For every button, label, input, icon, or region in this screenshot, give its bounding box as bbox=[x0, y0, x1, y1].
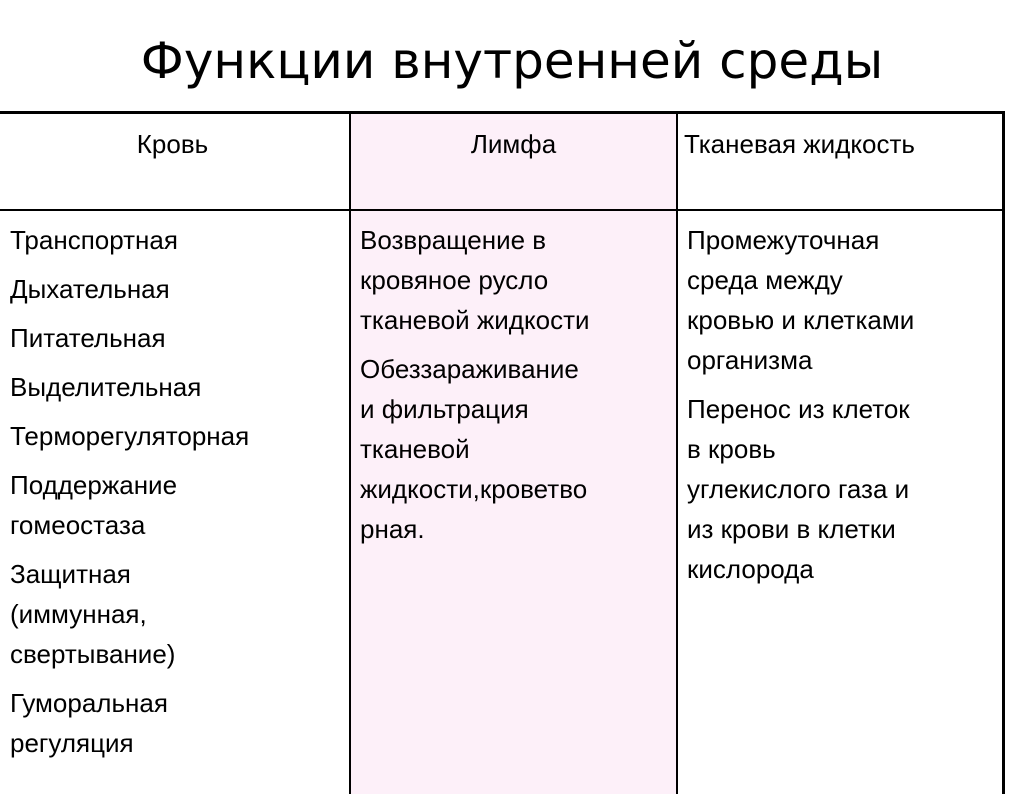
text-line: Поддержание bbox=[10, 470, 178, 500]
tissue-fluid-list bbox=[687, 220, 1000, 598]
text-line: Гуморальная bbox=[10, 688, 168, 718]
header-divider bbox=[0, 209, 1002, 211]
column-lymph bbox=[349, 114, 676, 794]
text-line: и фильтрация bbox=[360, 394, 529, 424]
blood-list bbox=[10, 220, 344, 772]
text-line: тканевой bbox=[360, 434, 470, 464]
cell-paragraph bbox=[360, 220, 672, 340]
text-line: кровяное русло bbox=[360, 265, 549, 295]
header-tissue-fluid: Тканевая жидкость bbox=[684, 129, 915, 159]
text-line: из крови в клетки bbox=[687, 514, 896, 544]
text-line: организма bbox=[687, 345, 813, 375]
cell-paragraph bbox=[360, 349, 672, 549]
text-line: Выделительная bbox=[10, 372, 202, 402]
cell-paragraph bbox=[687, 220, 1000, 380]
text-line: кислорода bbox=[687, 554, 814, 584]
text-line: жидкости,кроветво bbox=[360, 474, 588, 504]
text-line: в кровь bbox=[687, 434, 776, 464]
cell-paragraph bbox=[10, 367, 344, 407]
slide-title: Функции внутренней среды bbox=[140, 32, 884, 90]
cell-paragraph bbox=[10, 269, 344, 309]
text-line: Дыхательная bbox=[10, 274, 170, 304]
header-blood: Кровь bbox=[136, 129, 209, 159]
cell-paragraph bbox=[10, 416, 344, 456]
header-lymph: Лимфа bbox=[470, 129, 557, 159]
text-line: свертывание) bbox=[10, 639, 176, 669]
text-line: Защитная bbox=[10, 559, 131, 589]
text-line: Перенос из клеток bbox=[687, 394, 910, 424]
text-line: регуляция bbox=[10, 728, 134, 758]
cell-paragraph bbox=[10, 465, 344, 545]
cell-paragraph bbox=[10, 220, 344, 260]
cell-paragraph bbox=[10, 554, 344, 674]
text-line: кровью и клетками bbox=[687, 305, 915, 335]
text-line: (иммунная, bbox=[10, 599, 147, 629]
column-tissue-fluid bbox=[676, 114, 1004, 794]
cell-paragraph bbox=[10, 683, 344, 763]
text-line: рная. bbox=[360, 514, 425, 544]
text-line: Терморегуляторная bbox=[10, 421, 250, 451]
text-line: гомеостаза bbox=[10, 510, 146, 540]
text-line: Обеззараживание bbox=[360, 354, 579, 384]
cell-paragraph bbox=[687, 389, 1000, 589]
text-line: тканевой жидкости bbox=[360, 305, 590, 335]
text-line: Возвращение в bbox=[360, 225, 547, 255]
text-line: среда между bbox=[687, 265, 843, 295]
cell-paragraph bbox=[10, 318, 344, 358]
text-line: Транспортная bbox=[10, 225, 178, 255]
functions-table bbox=[0, 111, 1005, 794]
column-blood bbox=[0, 114, 348, 794]
text-line: углекислого газа и bbox=[687, 474, 910, 504]
text-line: Промежуточная bbox=[687, 225, 880, 255]
text-line: Питательная bbox=[10, 323, 166, 353]
lymph-list bbox=[360, 220, 672, 558]
